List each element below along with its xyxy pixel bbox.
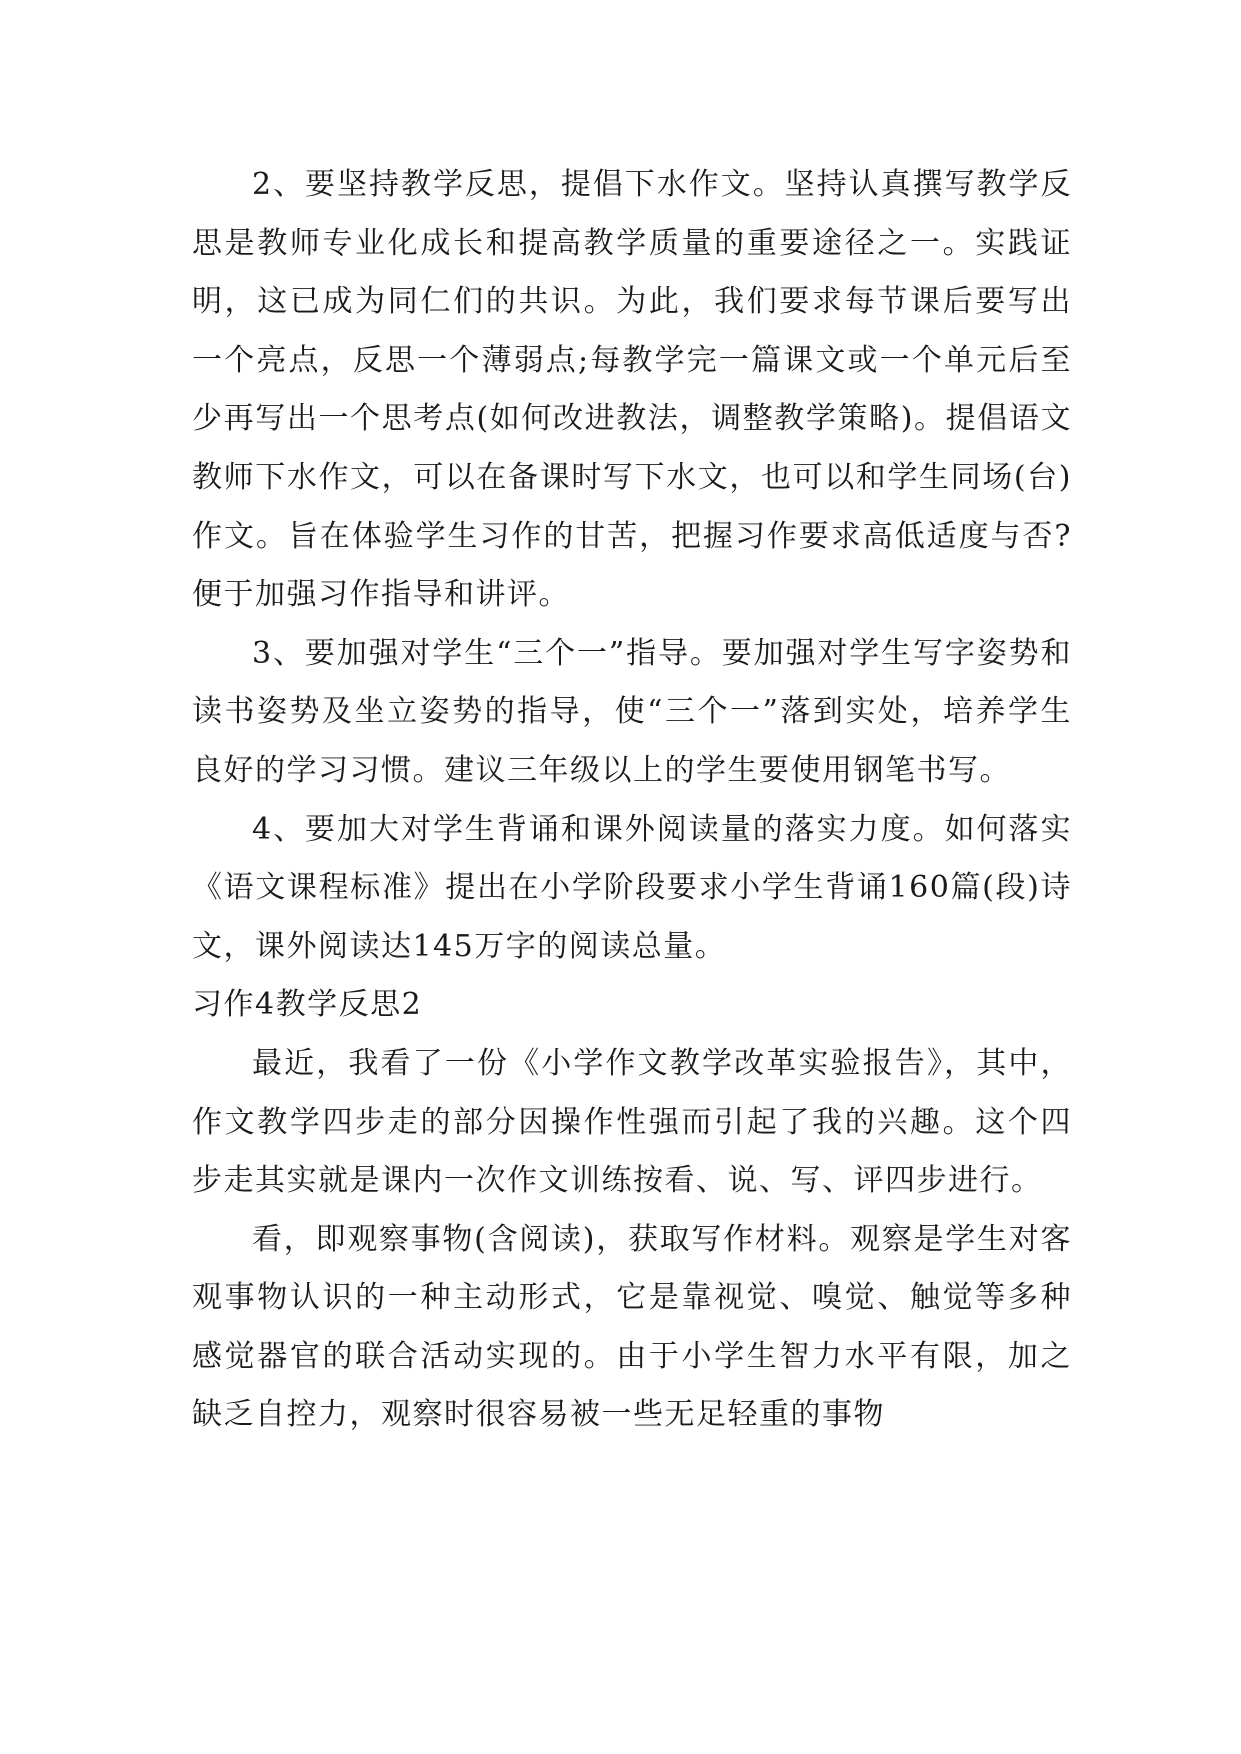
paragraph-observation: 看，即观察事物(含阅读)，获取写作材料。观察是学生对客观事物认识的一种主动形式，它是靠视觉、嗅觉、触觉等多种感觉器官的联合活动实现的。由于小学生智力水平有限，加之缺乏自控力，观察时很容易被一些无足轻重的事物 [192, 1221, 1072, 1433]
section-title: 习作4教学反思2 [192, 987, 423, 1023]
paragraph-three-ones: 3、要加强对学生“三个一”指导。要加强对学生写字姿势和读书姿势及坐立姿势的指导，使“三个一”落到实处，培养学生良好的学习习惯。建议三年级以上的学生要使用钢笔书写。 [192, 635, 1072, 788]
document-page [192, 156, 1072, 1445]
paragraph-recitation-reading: 4、要加大对学生背诵和课外阅读量的落实力度。如何落实《语文课程标准》提出在小学阶段要求小学生背诵160篇(段)诗文，课外阅读达145万字的阅读总量。 [192, 811, 1072, 964]
paragraph-teaching-reflection: 2、要坚持教学反思，提倡下水作文。坚持认真撰写教学反思是教师专业化成长和提高教学质量的重要途径之一。实践证明，这已成为同仁们的共识。为此，我们要求每节课后要写出一个亮点，反思一个薄弱点;每教学完一篇课文或一个单元后至少再写出一个思考点(如何改进教法，调整教学策略)。提倡语文教师下水作文，可以在备课时写下水文，也可以和学生同场(台)作文。旨在体验学生习作的甘苦，把握习作要求高低适度与否?便于加强习作指导和讲评。 [192, 167, 1072, 613]
paragraph-four-steps: 最近，我看了一份《小学作文教学改革实验报告》，其中，作文教学四步走的部分因操作性强而引起了我的兴趣。这个四步走其实就是课内一次作文训练按看、说、写、评四步进行。 [192, 1045, 1072, 1199]
